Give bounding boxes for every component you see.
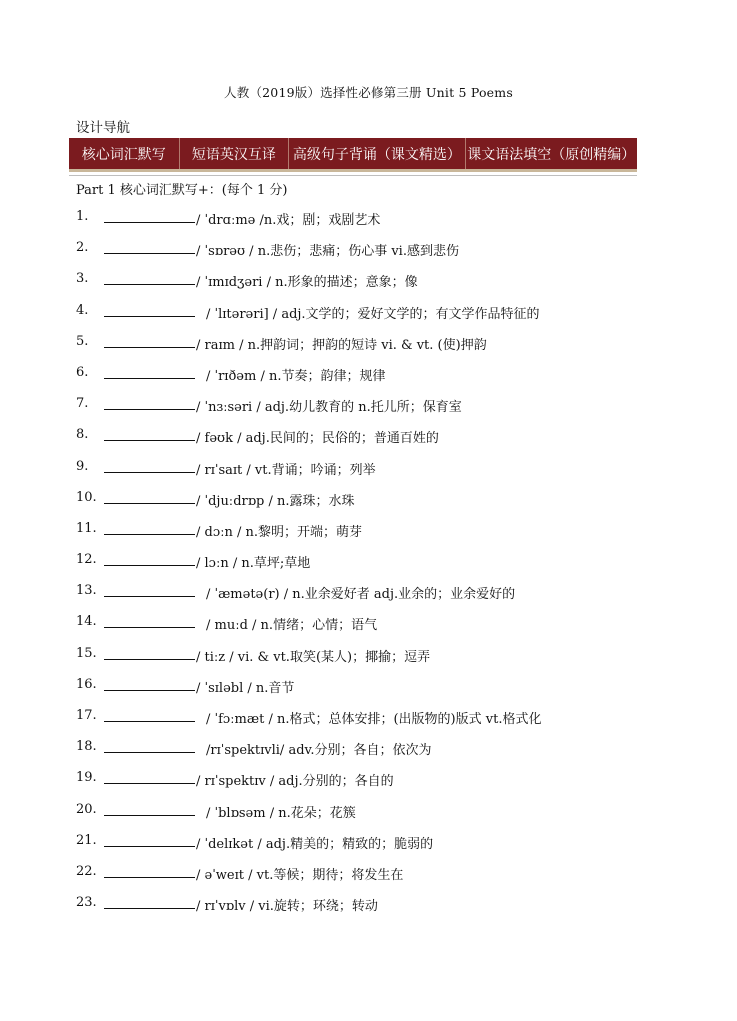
vocab-definition: / rɪˈvɒlv / vi.旋转；环绕；转动 bbox=[196, 899, 378, 915]
vocab-definition: / ˈdrɑːmə /n.戏；剧；戏剧艺术 bbox=[196, 213, 381, 228]
vocab-definition: / ˈsɒrəʊ / n.悲伤；悲痛；伤心事 vi.感到悲伤 bbox=[196, 244, 459, 260]
vocab-number: 22. bbox=[76, 863, 97, 879]
vocab-number: 11. bbox=[76, 520, 97, 536]
vocab-number: 5. bbox=[76, 333, 89, 349]
answer-blank[interactable] bbox=[104, 752, 195, 753]
vocab-definition: / rɪˈspektɪv / adj.分别的；各自的 bbox=[196, 774, 394, 790]
vocab-number: 3. bbox=[76, 271, 89, 287]
answer-blank[interactable] bbox=[104, 316, 195, 317]
vocab-number: 9. bbox=[76, 458, 89, 474]
answer-blank[interactable] bbox=[104, 222, 195, 223]
vocab-definition: / ˈdjuːdrɒp / n.露珠；水珠 bbox=[196, 493, 355, 509]
answer-blank[interactable] bbox=[104, 503, 195, 504]
answer-blank[interactable] bbox=[104, 721, 195, 722]
vocab-definition: / ˈdelɪkət / adj.精美的；精致的；脆弱的 bbox=[196, 836, 434, 852]
answer-blank[interactable] bbox=[104, 815, 195, 816]
answer-blank[interactable] bbox=[104, 596, 195, 597]
answer-blank[interactable] bbox=[104, 378, 195, 379]
vocab-number: 20. bbox=[76, 801, 97, 817]
design-nav-bar bbox=[69, 138, 637, 172]
vocab-definition: / ˈrɪðəm / n.节奏；韵律；规律 bbox=[206, 368, 386, 384]
vocab-number: 8. bbox=[76, 427, 89, 443]
vocab-definition: / ˈnɜːsəri / adj.幼儿教育的 n.托儿所；保育室 bbox=[196, 400, 462, 416]
vocab-number: 7. bbox=[76, 396, 89, 412]
answer-blank[interactable] bbox=[104, 565, 195, 566]
vocab-definition: / muːd / n.情绪；心情；语气 bbox=[206, 618, 378, 634]
answer-blank[interactable] bbox=[104, 440, 195, 441]
answer-blank[interactable] bbox=[104, 284, 195, 285]
vocab-definition: / ˈæmətə(r) / n.业余爱好者 adj.业余的；业余爱好的 bbox=[206, 587, 516, 603]
part-1-header: Part 1 核心词汇默写+：(每个 1 分) bbox=[76, 183, 288, 198]
vocab-definition: / ˈlɪtərəri] / adj.文学的；爱好文学的；有文学作品特征的 bbox=[206, 306, 540, 322]
vocab-item bbox=[0, 489, 737, 530]
vocab-item bbox=[0, 895, 737, 935]
vocab-number: 21. bbox=[76, 832, 97, 848]
vocab-number: 23. bbox=[76, 895, 97, 911]
answer-blank[interactable] bbox=[104, 534, 195, 535]
vocab-list bbox=[0, 209, 737, 935]
vocab-definition: / dɔːn / n.黎明；开端；萌芽 bbox=[196, 524, 363, 540]
vocab-item bbox=[0, 645, 737, 686]
answer-blank[interactable] bbox=[104, 783, 195, 784]
vocab-definition: / tiːz / vi. & vt.取笑(某人)；揶揄；逗弄 bbox=[196, 649, 431, 665]
section-divider bbox=[69, 175, 637, 176]
vocab-number: 14. bbox=[76, 614, 97, 630]
vocab-definition: / lɔːn / n.草坪;草地 bbox=[196, 556, 311, 572]
nav-tab-grammar-fill[interactable]: 课文语法填空（原创精编） bbox=[465, 138, 637, 169]
vocab-number: 10. bbox=[76, 489, 97, 505]
design-nav-label: 设计导航 bbox=[76, 120, 130, 136]
answer-blank[interactable] bbox=[104, 690, 195, 691]
vocab-definition: / ˈɪmɪdʒəri / n.形象的描述；意象；像 bbox=[196, 275, 418, 291]
vocab-definition: / ˈfɔːmæt / n.格式；总体安排；(出版物的)版式 vt.格式化 bbox=[206, 712, 542, 727]
nav-tab-sentence-recitation[interactable]: 高级句子背诵（课文精选） bbox=[288, 138, 464, 169]
vocab-number: 18. bbox=[76, 739, 97, 755]
vocab-number: 1. bbox=[76, 209, 89, 224]
vocab-number: 19. bbox=[76, 770, 97, 786]
vocab-number: 2. bbox=[76, 240, 89, 256]
answer-blank[interactable] bbox=[104, 877, 195, 878]
vocab-definition: /rɪˈspektɪvli/ adv.分别；各自；依次为 bbox=[206, 743, 432, 759]
answer-blank[interactable] bbox=[104, 253, 195, 254]
vocab-number: 13. bbox=[76, 583, 97, 599]
vocab-item bbox=[0, 520, 737, 561]
vocab-number: 12. bbox=[76, 552, 97, 568]
vocab-number: 6. bbox=[76, 364, 89, 380]
document-title: 人教（2019版）选择性必修第三册 Unit 5 Poems bbox=[224, 85, 513, 100]
answer-blank[interactable] bbox=[104, 908, 195, 909]
nav-tab-phrase-translation[interactable]: 短语英汉互译 bbox=[179, 138, 289, 169]
vocab-number: 15. bbox=[76, 645, 97, 661]
answer-blank[interactable] bbox=[104, 347, 195, 348]
answer-blank[interactable] bbox=[104, 846, 195, 847]
vocab-number: 17. bbox=[76, 708, 97, 723]
vocab-number: 4. bbox=[76, 302, 89, 318]
vocab-definition: / rɪˈsaɪt / vt.背诵；吟诵；列举 bbox=[196, 462, 376, 478]
vocab-definition: / ˈsɪləbl / n.音节 bbox=[196, 680, 295, 696]
answer-blank[interactable] bbox=[104, 409, 195, 410]
vocab-item bbox=[0, 458, 737, 499]
nav-tab-core-vocab[interactable]: 核心词汇默写 bbox=[81, 146, 166, 163]
vocab-definition: / raɪm / n.押韵词；押韵的短诗 vi. & vt. (使)押韵 bbox=[196, 337, 487, 353]
vocab-number: 16. bbox=[76, 676, 97, 692]
vocab-definition: / fəʊk / adj.民间的；民俗的；普通百姓的 bbox=[196, 431, 439, 447]
answer-blank[interactable] bbox=[104, 659, 195, 660]
answer-blank[interactable] bbox=[104, 472, 195, 473]
vocab-definition: / ˈblɒsəm / n.花朵；花簇 bbox=[206, 805, 356, 821]
answer-blank[interactable] bbox=[104, 627, 195, 628]
vocab-item bbox=[0, 770, 737, 810]
vocab-definition: / əˈweɪt / vt.等候；期待；将发生在 bbox=[196, 867, 404, 883]
